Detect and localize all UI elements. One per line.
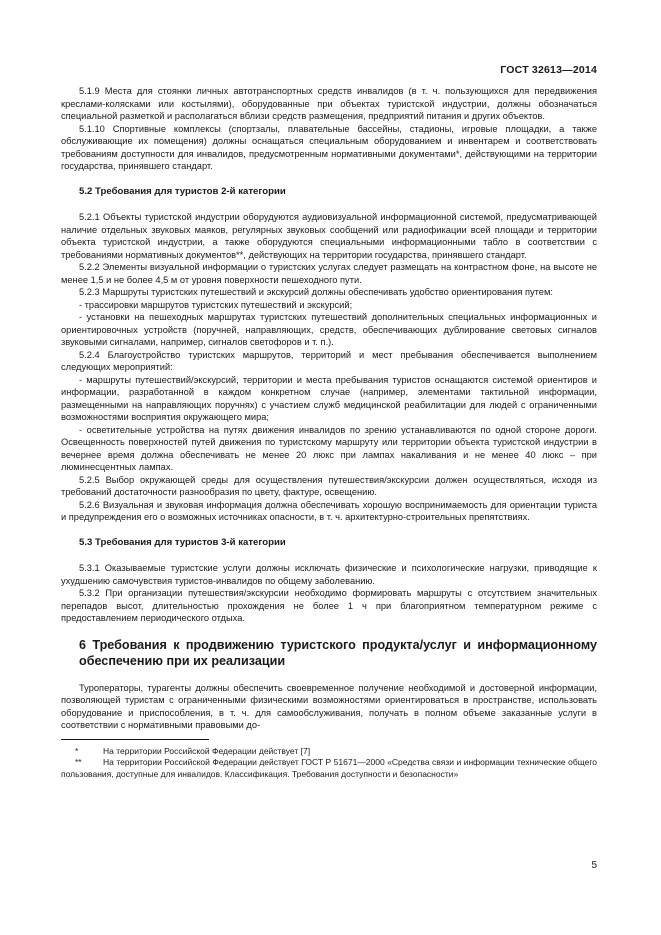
list-item: - осветительные устройства на путях движения инвалидов по зрению устанавливаются по одной стороне дороги. Освещенность поверхностей путей движения по туристскому маршруту или территории объекта туристской индустрии в вечернее время должна обеспечивать не менее 20 люкс при лампах накаливания и не менее 40 люкс – при люминесцентных лампах. — [61, 424, 597, 472]
paragraph-5-3-1: 5.3.1 Оказываемые туристские услуги должны исключать физические и психологические нагрузки, приводящие к ухудшению самочувствия туристов-инвалидов по общему заболеванию. — [61, 563, 597, 586]
section-heading-5-2: 5.2 Требования для туристов 2-й категории — [79, 185, 286, 197]
list-item: - установки на пешеходных маршрутах туристских путешествий дополнительных специальных информационных и ориентировочных устройств (поручней, направляющих, средств, обеспечивающих дублирование световых сигналов звуковыми сигналами, например, сигналов светофоров и т. п.). — [61, 312, 597, 347]
paragraph-6: Туроператоры, турагенты должны обеспечить своевременное получение необходимой и достоверной информации, позволяющей туристам с ограниченными физическими возможностями ориентироваться в пространстве, использовать оборудование и приспособления, в т. ч. для самообслуживания, получать в полном объеме заказанные услуги в соответствии с нормативными правовыми до- — [61, 682, 597, 730]
section-heading-5-3: 5.3 Требования для туристов 3-й категории — [79, 536, 286, 548]
page-number: 5 — [591, 860, 597, 871]
footnote — [61, 746, 597, 758]
paragraph-5-2-5: 5.2.5 Выбор окружающей среды для осуществления путешествия/экскурсии должен осуществляться, исходя из требований достаточности разнообразия по цвету, фактуре, освещению. — [61, 474, 597, 497]
paragraph-5-1-9: 5.1.9 Места для стоянки личных автотранспортных средств инвалидов (в т. ч. пользующихся для передвижения креслами-колясками или костылями), оборудованные при объектах туристской индустрии, должны обозначаться специальной разметкой и располагаться вблизи средств размещения, предприятий питания и других объектов. — [61, 86, 597, 121]
paragraph-5-3-2: 5.3.2 При организации путешествия/экскурсии необходимо формировать маршруты с отсутствием значительных перепадов высот, длительностью прохождения не более 1 ч при благоприятном температурном режиме с предоставлением периодического отдыха. — [61, 588, 597, 623]
footnote — [61, 757, 597, 780]
footnote-text: На территории Российской Федерации действует [7] — [103, 745, 311, 756]
section-heading-6: 6 Требования к продвижению туристского продукта/услуг и информационному обеспечению при их реализации — [79, 637, 597, 668]
footnote-text: На территории Российской Федерации действует ГОСТ Р 51671—2000 «Средства связи и информации технические общего пользования, доступные для инвалидов. Классификация. Требования доступности и безопасности» — [61, 757, 597, 779]
footnote-mark: ** — [75, 757, 82, 767]
paragraph-5-2-3: 5.2.3 Маршруты туристских путешествий и экскурсий должны обеспечивать удобство ориентирования путем: — [79, 287, 553, 297]
paragraph-5-1-10: 5.1.10 Спортивные комплексы (спортзалы, плавательные бассейны, стадионы, игровые площадки, а также обслуживающие их помещения) должны оснащаться специальным оборудованием и инвентарем и соответствовать требованиям доступности для инвалидов, предусмотренным нормативными документами*, действующими на территории государства, принявшего стандарт. — [61, 123, 597, 171]
document-body — [61, 85, 597, 780]
list-item: - маршруты путешествий/экскурсий, территории и места пребывания туристов оснащаются системой ориентиров и информации, разработанной в каждом конкретном случае (например, элементами тактильной информации, размещенными на направляющих поручнях) с участием служб медицинской реабилитации для людей с ограниченными возможностями восприятия окружающего мира; — [61, 374, 597, 422]
footnote-divider — [61, 739, 209, 740]
list-item: - трассировки маршрутов туристских путешествий и экскурсий; — [79, 299, 353, 310]
paragraph-5-2-2: 5.2.2 Элементы визуальной информации о туристских услугах следует размещать на контрастном фоне, на высоте не менее 1,5 и не более 4,5 м от уровня поверхности пешеходного пути. — [61, 262, 597, 285]
paragraph-5-2-6: 5.2.6 Визуальная и звуковая информация должна обеспечивать хорошую воспринимаемость для ориентации туриста и предупреждения его о возможных источниках опасности, в т. ч. архитектурно-строительных препятствиях. — [61, 499, 597, 522]
paragraph-5-2-4: 5.2.4 Благоустройство туристских маршрутов, территорий и мест пребывания обеспечивается выполнением следующих мероприятий: — [61, 349, 597, 372]
footnote-mark: * — [75, 745, 79, 756]
paragraph-5-2-1: 5.2.1 Объекты туристской индустрии оборудуются аудиовизуальной информационной системой, предусматривающей наличие отдельных звуковых маяков, регулярных звуковых сообщений или радиофикации всей площади и территории объекта туристской индустрии, а также оборудуются специальными информационными табло в соответствии с требованиями нормативных документов**, действующих на территории государства, принявшего стандарт. — [61, 212, 597, 260]
document-code: ГОСТ 32613—2014 — [500, 64, 597, 76]
